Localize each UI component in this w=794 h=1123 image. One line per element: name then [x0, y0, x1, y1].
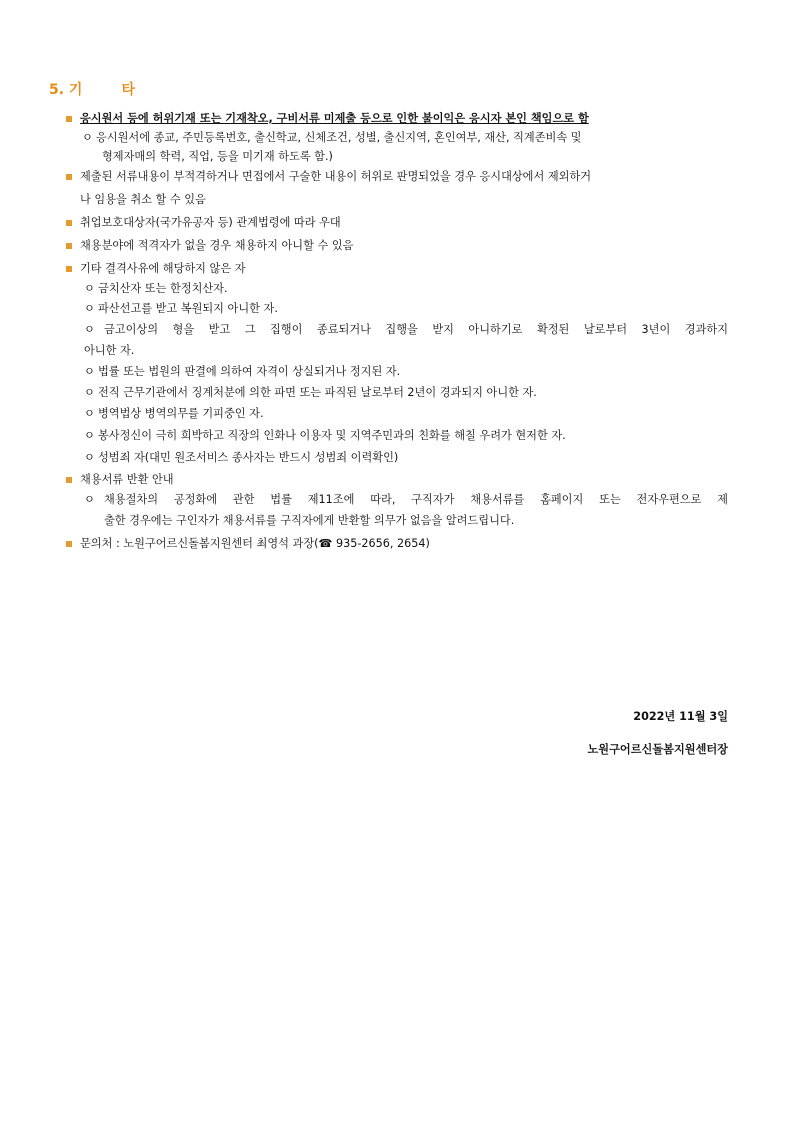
- notice-bullet-2: 제출된 서류내용이 부적격하거나 면접에서 구술한 내용이 허위로 판명되었을 경우 응시대상에서 제외하거: [80, 170, 592, 183]
- notice-sub-item: [82, 131, 582, 145]
- circle-mark: ㅇ: [84, 407, 95, 420]
- bullet-square: [66, 266, 72, 272]
- disqualification-item: ㅇ 성범죄 자(대민 원조서비스 종사자는 반드시 성범죄 이력확인): [84, 451, 399, 464]
- circle-mark: ㅇ: [82, 131, 93, 144]
- notice-bullet-6: 채용서류 반환 안내: [80, 473, 174, 486]
- disqualification-item: ㅇ 봉사정신이 극히 희박하고 직장의 인화나 이용자 및 지역주민과의 친화를 해칠 우려가 현저한 자.: [84, 429, 566, 442]
- disqualification-item: ㅇ 금치산자 또는 한정치산자.: [84, 282, 228, 295]
- bullet-square: [66, 174, 72, 180]
- bullet-square: [66, 477, 72, 483]
- bullet-square: [66, 541, 72, 547]
- circle-mark: ㅇ: [84, 323, 95, 336]
- circle-mark: ㅇ: [84, 493, 95, 506]
- document-return-continuation: 출한 경우에는 구인자가 채용서류를 구직자에게 반환할 의무가 없음을 알려드립니다.: [104, 514, 515, 527]
- disqualification-item: ㅇ 파산선고를 받고 복원되지 아니한 자.: [84, 302, 278, 315]
- notice-bullet-4: 채용분야에 적격자가 없을 경우 채용하지 아니할 수 있음: [80, 239, 354, 252]
- document-date: 2022년 11월 3일: [633, 710, 728, 723]
- disqualification-item: ㅇ 법률 또는 법원의 판결에 의하여 자격이 상실되거나 정지된 자.: [84, 365, 401, 378]
- disqualification-item-continuation: 아니한 자.: [84, 344, 135, 357]
- notice-bullet-3: 취업보호대상자(국가유공자 등) 관계법령에 따라 우대: [80, 216, 341, 229]
- disqualification-item: ㅇ 전직 근무기관에서 징계처분에 의한 파면 또는 파직된 날로부터 2년이 경과되지 아니한 자.: [84, 386, 537, 399]
- notice-bullet-5: 기타 결격사유에 해당하지 않은 자: [80, 262, 246, 275]
- notice-bullet-2-continuation: 나 임용을 취소 할 수 있음: [80, 193, 206, 206]
- disqualification-item-text: 금고이상의 형을 받고 그 집행이 종료되거나 집행을 받지 아니하기로 확정된 날로부터 3년이 경과하지: [104, 323, 728, 336]
- contact-info: 문의처 : 노원구어르신돌봄지원센터 최영석 과장(☎ 935-2656, 2654): [80, 537, 430, 550]
- circle-mark: ㅇ: [84, 429, 95, 442]
- bullet-square: [66, 220, 72, 226]
- disqualification-item: ㅇ 병역법상 병역의무를 기피중인 자.: [84, 407, 264, 420]
- notice-sub-text: 응시원서에 종교, 주민등록번호, 출신학교, 신체조건, 성별, 출신지역, 혼인여부, 재산, 직계존비속 및: [96, 131, 582, 144]
- circle-mark: ㅇ: [84, 386, 95, 399]
- bullet-square: [66, 243, 72, 249]
- section-title: 5. 기 타: [49, 82, 135, 98]
- circle-mark: ㅇ: [84, 282, 95, 295]
- disqualification-item: [84, 323, 98, 337]
- circle-mark: ㅇ: [84, 365, 95, 378]
- notice-bullet-1: 응시원서 등에 허위기재 또는 기재착오, 구비서류 미제출 등으로 인한 불이익은 응시자 본인 책임으로 함: [80, 112, 589, 125]
- signer-name: 노원구어르신돌봄지원센터장: [587, 743, 728, 756]
- document-return-text: 채용절차의 공정화에 관한 법률 제11조에 따라, 구직자가 채용서류를 홈페이지 또는 전자우편으로 제: [104, 493, 728, 506]
- circle-mark: ㅇ: [84, 302, 95, 315]
- circle-mark: ㅇ: [84, 451, 95, 464]
- bullet-square: [66, 116, 72, 122]
- notice-sub-continuation: 형제자매의 학력, 직업, 등을 미기재 하도록 함.): [102, 150, 333, 163]
